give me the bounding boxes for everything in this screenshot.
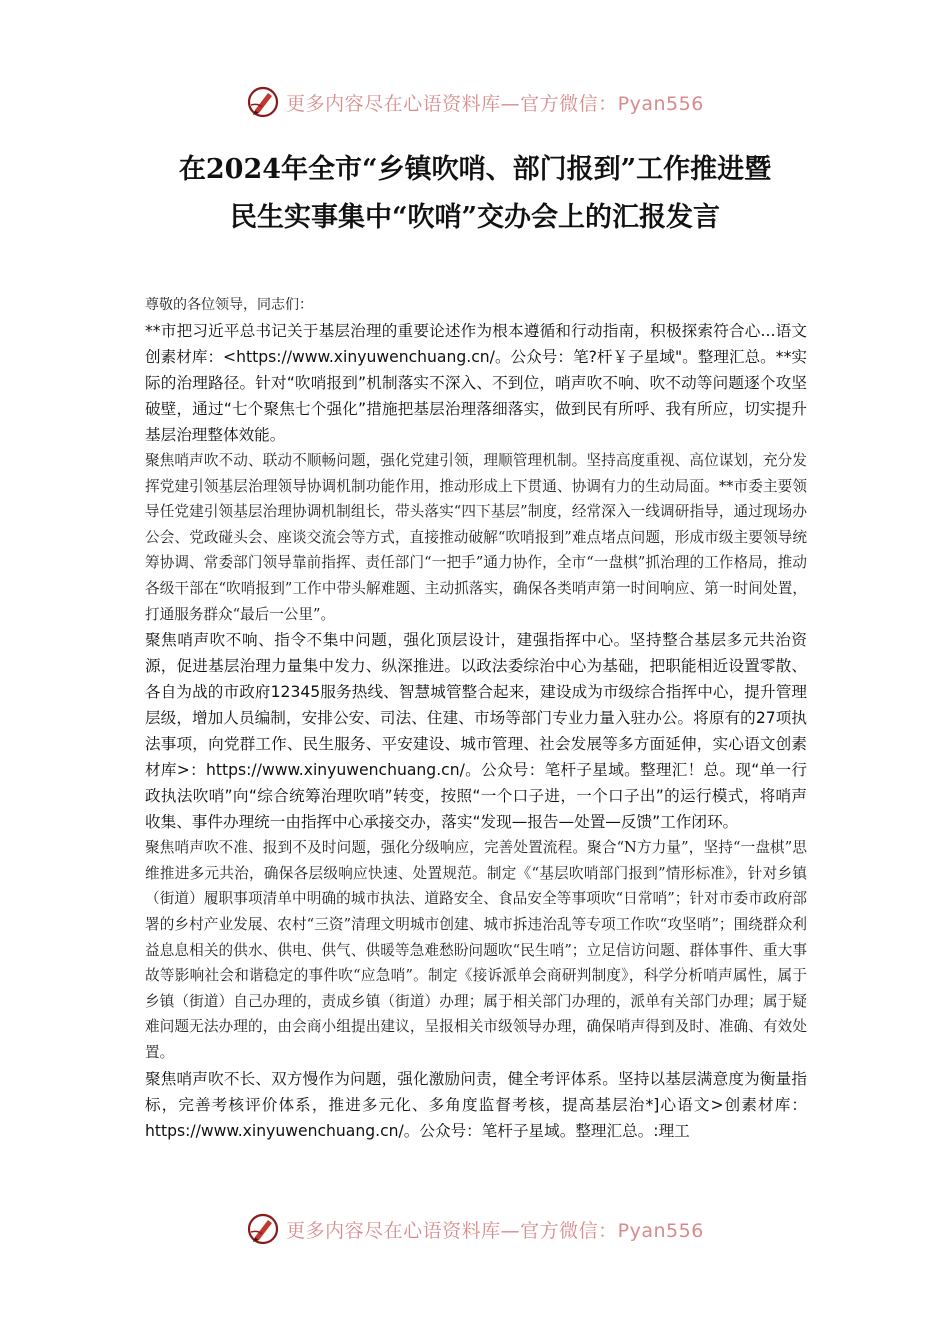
title-line-1: 在2024年全市“乡镇吹哨、部门报到”工作推进暨 [178,154,772,185]
greeting: 尊敬的各位领导，同志们： [145,297,313,313]
title-line-2: 民生实事集中“吹哨”交办会上的汇报发言 [229,202,721,233]
paragraph-1: **市把习近平总书记关于基层治理的重要论述作为根本遵循和行动指南，积极探索符合心...语文创素材库：<https://www.xinyuwenchuang.cn/。公众号：笔?杆￥子星域"。整理汇总。**实际的治理路径。针对“吹哨报到”机制落实不深入、不到位，哨声吹不响、吹不动等问题逐个攻坚破壁，通过“七个聚焦七个强化”措施把基层治理落细落实，做到民有所呼、我有所应，切实提升基层治理整体效能。 [145,322,807,444]
paragraph-3: 聚焦哨声吹不响、指令不集中问题，强化顶层设计，建强指挥中心。坚持整合基层多元共治资源，促进基层治理力量集中发力、纵深推进。以政法委综治中心为基础，把职能相近设置零散、各自为战的市政府12345服务热线、智慧城管整合起来，建设成为市级综合指挥中心，提升管理层级，增加人员编制，安排公安、司法、住建、市场等部门专业力量入驻办公。将原有的27项执法事项，向党群工作、民生服务、平安建设、城市管理、社会发展等多方面延伸，实心语文创素材库>：https://www.xinyuwenchuang.cn/。公众号：笔杆子星域。整理汇！总。现“单一行政执法吹哨”向“综合统筹治理吹哨”转变，按照“一个口子进，一个口子出”的运行模式，将哨声收集、事件办理统一由指挥中心承接交办，落实“发现—报告—处置—反馈”工作闭环。 [145,631,807,832]
paragraph-4: 聚焦哨声吹不准、报到不及时问题，强化分级响应，完善处置流程。聚合“N方力量”，坚持“一盘棋”思维推进多元共治，确保各层级响应快速、处置规范。制定《“基层吹哨部门报到”情形标准》，针对乡镇（街道）履职事项清单中明确的城市执法、道路安全、食品安全等事项吹“日常哨”；针对市委市政府部署的乡村产业发展、农村“三资”清理文明城市创建、城市拆违治乱等专项工作吹“攻坚哨”；围绕群众利益息息相关的供水、供电、供气、供暖等急难愁盼问题吹“民生哨”；立足信访问题、群体事件、重大事故等影响社会和谐稳定的事件吹“应急哨”。制定《接诉派单会商研判制度》，科学分析哨声属性，属于乡镇（街道）自己办理的，责成乡镇（街道）办理；属于相关部门办理的，派单有关部门办理；属于疑难问题无法办理的，由会商小组提出建议，呈报相关市级领导办理，确保哨声得到及时、准确、有效处置。 [145,839,807,1061]
header-banner [0,82,950,122]
pen-logo-icon [246,85,280,119]
banner-text: 更多内容尽在心语资料库—官方微信：Pyan556 [286,92,704,115]
paragraph-2: 聚焦哨声吹不动、联动不顺畅问题，强化党建引领，理顺管理机制。坚持高度重视、高位谋划，充分发挥党建引领基层治理领导协调机制功能作用，推动形成上下贯通、协调有力的生动局面。**市委主要领导任党建引领基层治理协调机制组长，带头落实“四下基层”制度，经常深入一线调研指导，通过现场办公会、党政碰头会、座谈交流会等方式，直接推动破解“吹哨报到”难点堵点问题，形成市级主要领导统筹协调、常委部门领导靠前指挥、责任部门“一把手”通力协作，全市“一盘棋”抓治理的工作格局，推动各级干部在“吹哨报到”工作中带头解难题、主动抓落实，确保各类哨声第一时间响应、第一时间处置，打通服务群众“最后一公里”。 [145,452,807,623]
document-body [145,292,807,1144]
banner-text: 更多内容尽在心语资料库—官方微信：Pyan556 [286,1219,704,1242]
footer-banner [0,1209,950,1249]
paragraph-5: 聚焦哨声吹不长、双方慢作为问题，强化激励问责，健全考评体系。坚持以基层满意度为衡量指标，完善考核评价体系，推进多元化、多角度监督考核，提高基层治*]心语文>创素材库：https://www.xinyuwenchuang.cn/。公众号：笔杆子星域。整理汇总。:理工 [145,1069,807,1140]
document-title [0,146,950,242]
pen-logo-icon [246,1212,280,1246]
